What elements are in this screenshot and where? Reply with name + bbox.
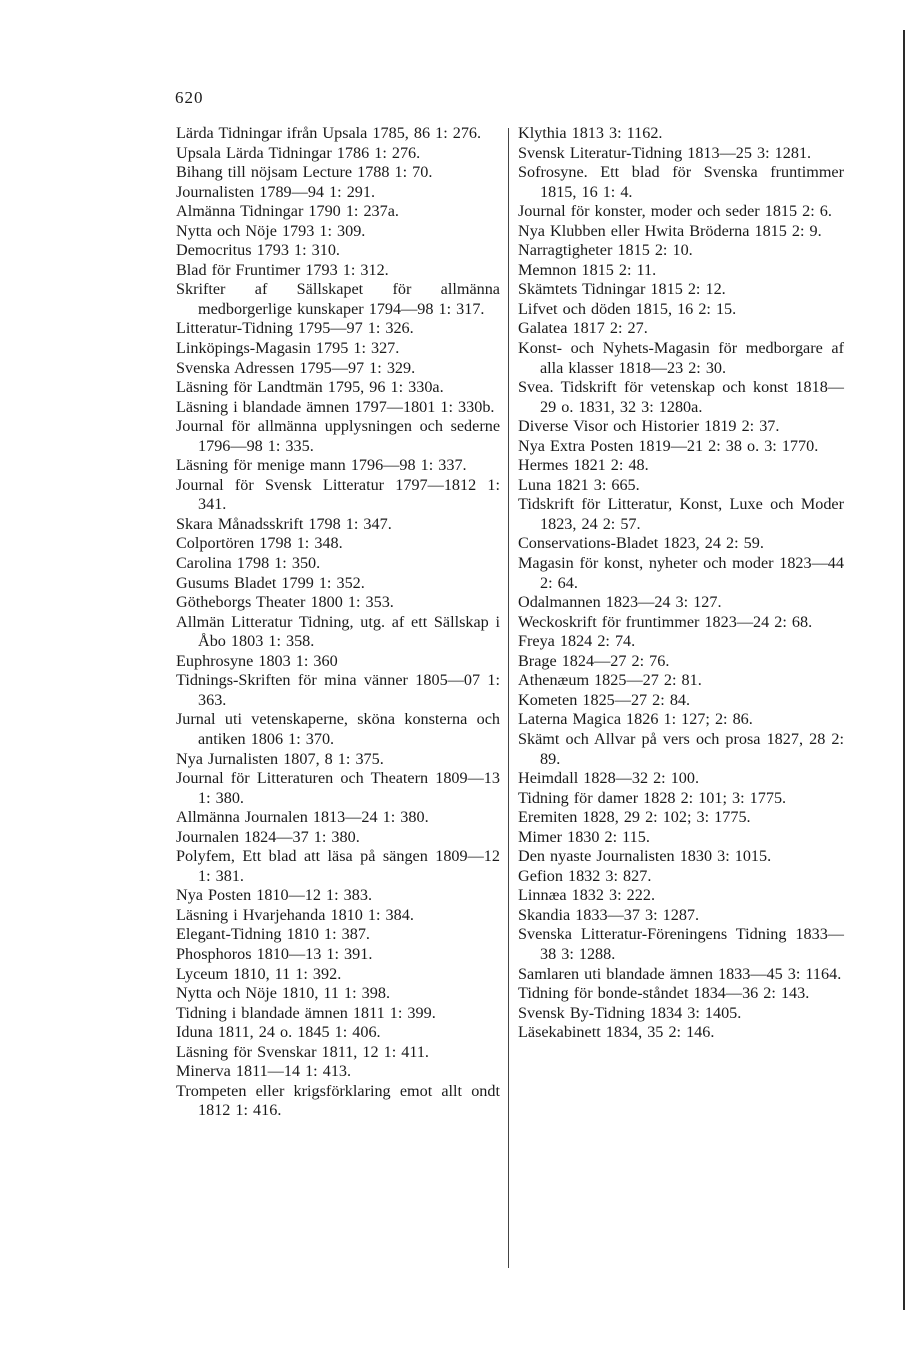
index-entry: Läsning i blandade ämnen 1797—1801 1: 330b. [176, 397, 495, 416]
index-entry: Läsning i Hvarjehanda 1810 1: 384. [176, 905, 414, 924]
index-entry: Gefion 1832 3: 827. [518, 866, 652, 885]
index-entry: Upsala Lärda Tidningar 1786 1: 276. [176, 143, 421, 162]
index-entry: Elegant-Tidning 1810 1: 387. [176, 925, 370, 944]
page-number: 620 [175, 88, 204, 107]
index-entry: Eremiten 1828, 29 2: 102; 3: 1775. [518, 808, 751, 827]
index-entry: Nya Jurnalisten 1807, 8 1: 375. [176, 749, 384, 768]
index-entry: Galatea 1817 2: 27. [518, 319, 648, 338]
index-entry: Linköpings-Magasin 1795 1: 327. [176, 339, 400, 358]
index-entry: Memnon 1815 2: 11. [518, 260, 657, 279]
index-entry: Weckoskrift för fruntimmer 1823—24 2: 68. [518, 612, 813, 631]
right-column [518, 124, 844, 1043]
index-entry: Journalisten 1789—94 1: 291. [176, 182, 376, 201]
index-entry: Narragtigheter 1815 2: 10. [518, 241, 693, 260]
index-entry: Klythia 1813 3: 1162. [518, 124, 663, 142]
index-entry: Minerva 1811—14 1: 413. [176, 1062, 352, 1081]
index-entry: Nya Extra Posten 1819—21 2: 38 o. 3: 1770. [518, 436, 819, 455]
index-entry: Skrifter af Sällskapet för allmänna medborgerlige kunskaper 1794—98 1: 317. [176, 280, 500, 318]
index-entry: Iduna 1811, 24 o. 1845 1: 406. [176, 1023, 381, 1042]
index-entry: Svensk Literatur-Tidning 1813—25 3: 1281. [518, 143, 812, 162]
index-entry: Skara Månadsskrift 1798 1: 347. [176, 514, 392, 533]
index-entry: Kometen 1825—27 2: 84. [518, 690, 691, 709]
index-entry: Journal för allmänna upplysningen och sederne 1796—98 1: 335. [176, 417, 500, 455]
index-entry: Almänna Tidningar 1790 1: 237a. [176, 202, 399, 221]
index-entry: Diverse Visor och Historier 1819 2: 37. [518, 417, 780, 436]
index-entry: Läsekabinett 1834, 35 2: 146. [518, 1023, 715, 1042]
index-entry: Tidnings-Skriften för mina vänner 1805—07 1: 363. [176, 671, 500, 709]
index-entry: Democritus 1793 1: 310. [176, 241, 340, 260]
index-entry: Nya Klubben eller Hwita Bröderna 1815 2: 9. [518, 221, 822, 240]
index-entry: Skämtets Tidningar 1815 2: 12. [518, 280, 726, 299]
index-entry: Euphrosyne 1803 1: 360 [176, 651, 338, 670]
index-entry: Sofrosyne. Ett blad för Svenska fruntimmer 1815, 16 1: 4. [518, 163, 844, 201]
index-entry: Colportören 1798 1: 348. [176, 534, 343, 553]
index-entry: Tidning för bonde-ståndet 1834—36 2: 143. [518, 984, 810, 1003]
index-entry: Konst- och Nyhets-Magasin för medborgare af alla klasser 1818—23 2: 30. [518, 339, 844, 377]
index-entry: Svensk By-Tidning 1834 3: 1405. [518, 1003, 742, 1022]
index-entry: Läsning för Svenskar 1811, 12 1: 411. [176, 1042, 429, 1061]
index-entry: Allmänna Journalen 1813—24 1: 380. [176, 808, 429, 827]
index-entry: Trompeten eller krigsförklaring emot allt ondt 1812 1: 416. [176, 1081, 500, 1120]
index-entry: Odalmannen 1823—24 3: 127. [518, 593, 722, 612]
index-entry: Linnæa 1832 3: 222. [518, 886, 655, 905]
index-entry: Carolina 1798 1: 350. [176, 554, 321, 573]
index-entry: Nytta och Nöje 1810, 11 1: 398. [176, 984, 391, 1003]
index-entry: Läsning för Landtmän 1795, 96 1: 330a. [176, 378, 444, 397]
index-entry: Journal för Svensk Litteratur 1797—1812 1: 341. [176, 475, 500, 514]
page-edge-rule [903, 30, 905, 1310]
index-entry: Nytta och Nöje 1793 1: 309. [176, 221, 366, 240]
index-entry: Gusums Bladet 1799 1: 352. [176, 573, 365, 592]
column-divider [508, 128, 509, 1268]
index-entry: Athenæum 1825—27 2: 81. [518, 671, 702, 690]
index-entry: Hermes 1821 2: 48. [518, 456, 649, 475]
index-entry: Litteratur-Tidning 1795—97 1: 326. [176, 319, 414, 338]
index-entry: Svea. Tidskrift för vetenskap och konst 1818—29 o. 1831, 32 3: 1280a. [518, 378, 844, 416]
index-entry: Svenska Litteratur-Föreningens Tidning 1833—38 3: 1288. [518, 925, 844, 963]
index-entry: Skämt och Allvar på vers och prosa 1827, 28 2: 89. [518, 729, 844, 768]
index-entry: Lärda Tidningar ifrån Upsala 1785, 86 1: 276. [176, 124, 482, 142]
index-entry: Phosphoros 1810—13 1: 391. [176, 944, 373, 963]
index-entry: Jurnal uti vetenskaperne, sköna konsterna och antiken 1806 1: 370. [176, 710, 500, 748]
index-entry: Journal för konster, moder och seder 1815 2: 6. [518, 202, 832, 221]
index-entry: Brage 1824—27 2: 76. [518, 651, 670, 670]
index-entry: Samlaren uti blandade ämnen 1833—45 3: 1164. [518, 964, 842, 983]
index-entry: Allmän Litteratur Tidning, utg. af ett Sällskap i Åbo 1803 1: 358. [176, 612, 500, 651]
index-entry: Laterna Magica 1826 1: 127; 2: 86. [518, 710, 753, 729]
index-entry: Polyfem, Ett blad att läsa på sängen 1809—12 1: 381. [176, 847, 500, 885]
index-entry: Freya 1824 2: 74. [518, 632, 636, 651]
index-entry: Journal för Litteraturen och Theatern 1809—13 1: 380. [176, 769, 500, 807]
index-entry: Lifvet och döden 1815, 16 2: 15. [518, 299, 737, 318]
left-column [176, 124, 500, 1121]
index-entry: Journalen 1824—37 1: 380. [176, 827, 360, 846]
index-entry: Conservations-Bladet 1823, 24 2: 59. [518, 534, 764, 553]
index-entry: Lyceum 1810, 11 1: 392. [176, 964, 342, 983]
index-entry: Läsning för menige mann 1796—98 1: 337. [176, 456, 467, 475]
index-entry: Magasin för konst, nyheter och moder 1823—44 2: 64. [518, 554, 844, 592]
index-entry: Den nyaste Journalisten 1830 3: 1015. [518, 847, 772, 866]
index-entry: Mimer 1830 2: 115. [518, 827, 650, 846]
index-entry: Bihang till nöjsam Lecture 1788 1: 70. [176, 163, 433, 182]
index-entry: Tidning i blandade ämnen 1811 1: 399. [176, 1003, 436, 1022]
index-entry: Heimdall 1828—32 2: 100. [518, 769, 700, 788]
index-entry: Skandia 1833—37 3: 1287. [518, 905, 700, 924]
index-entry: Tidning för damer 1828 2: 101; 3: 1775. [518, 788, 787, 807]
index-entry: Blad för Fruntimer 1793 1: 312. [176, 260, 389, 279]
index-entry: Götheborgs Theater 1800 1: 353. [176, 593, 394, 612]
index-entry: Tidskrift för Litteratur, Konst, Luxe och Moder 1823, 24 2: 57. [518, 495, 844, 533]
index-entry: Nya Posten 1810—12 1: 383. [176, 886, 372, 905]
index-entry: Svenska Adressen 1795—97 1: 329. [176, 358, 416, 377]
index-entry: Luna 1821 3: 665. [518, 475, 640, 494]
